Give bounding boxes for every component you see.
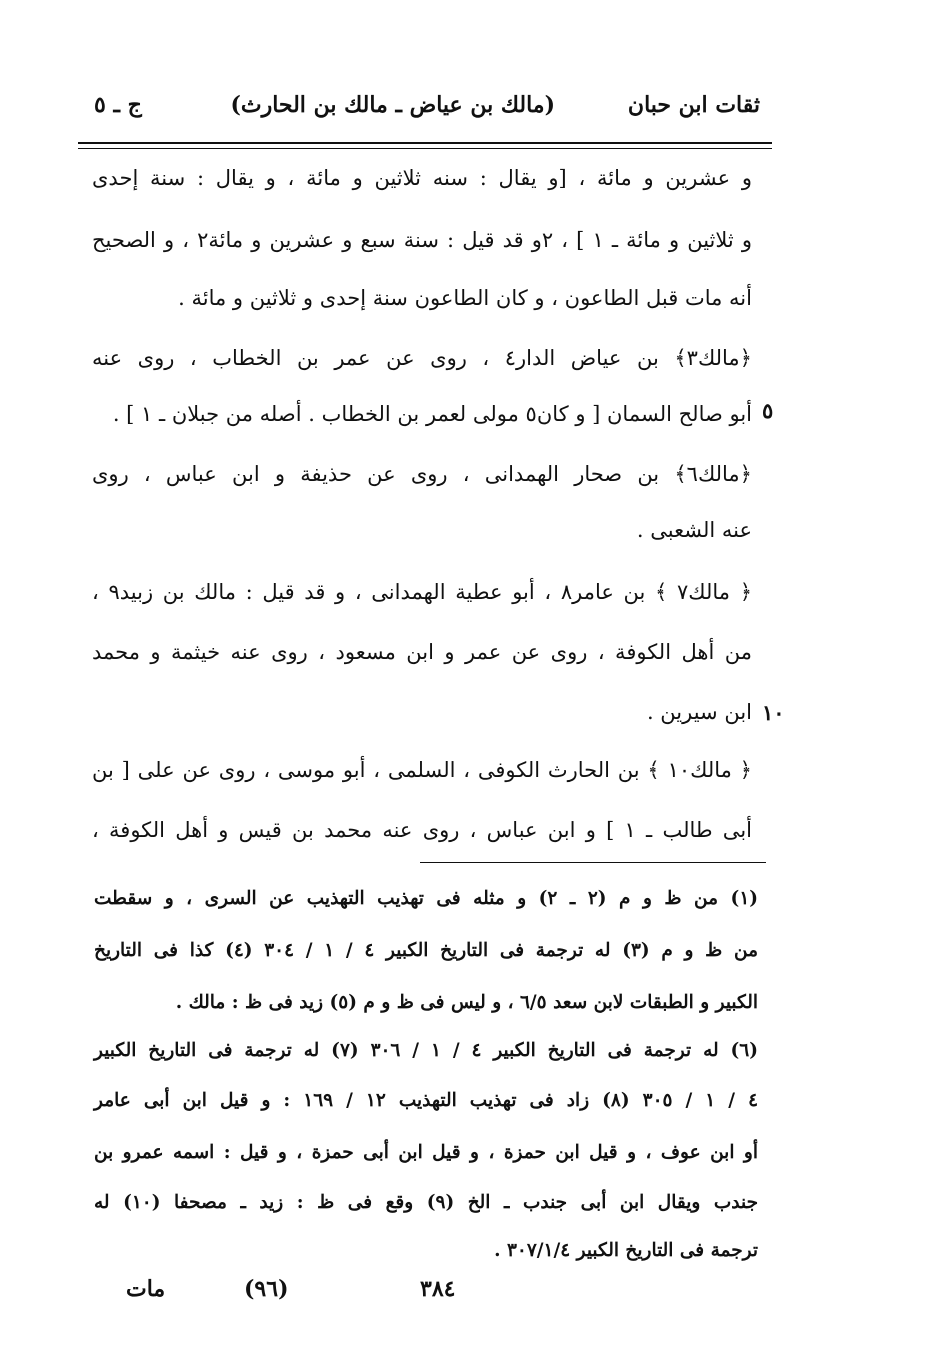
- text-line: و عشرين و مائة ، [و يقال : سنه ثلاثين و مائة ، و يقال : سنة إحدى: [92, 166, 752, 190]
- text-line: ابن سيرين .: [646, 700, 752, 724]
- original-volume-page: (٩٦): [244, 1276, 289, 1302]
- line-number-10: ١٠: [762, 700, 785, 725]
- text-line: أبو صالح السمان [ و كان٥ مولى لعمر بن الخطاب . أصله من جبلان ـ ١ ] .: [112, 402, 752, 426]
- footnote-line: أو ابن عوف ، و قيل ابن حمزة ، و قيل ابن أبى حمزة ، و قيل : اسمه عمرو بن: [94, 1142, 758, 1163]
- footnote-line: ترجمة فى التاريخ الكبير ٣٠٧/١/٤ .: [494, 1240, 758, 1261]
- text-line: ﴿ مالك٧ ﴾ بن عامر٨ ، أبو عطية الهمدانى ، و قد قيل : مالك بن زبيد٩ ،: [92, 580, 753, 604]
- footnote-line: من ظ و م (٣) له ترجمة فى التاريخ الكبير ٤ / ١ / ٣٠٤ (٤) كذا فى التاريخ: [94, 940, 758, 961]
- text-line: و ثلاثين و مائة ـ ١ ] ، ٢و قد قيل : سنة سبع و عشرين و مائة٢ ، و الصحيح: [92, 228, 752, 252]
- header-rule-thick: [78, 142, 772, 144]
- footnote-line: ٤ / ١ / ٣٠٥ (٨) زاد فى تهذيب التهذيب ١٢ / ١٦٩ : و قيل ابن أبى عامر: [94, 1090, 758, 1111]
- text-line: ﴿مالك٦﴾ بن صحار الهمدانى ، روى عن حذيفة و ابن عباس ، روى: [92, 462, 752, 486]
- catchword: مات: [126, 1276, 166, 1302]
- header-rule-thin: [78, 148, 772, 149]
- footnote-separator: [420, 862, 766, 863]
- text-line: ﴿ مالك١٠ ﴾ بن الحارث الكوفى ، السلمى ، أبو موسى ، روى عن على [ بن: [92, 758, 752, 782]
- text-line: عنه الشعبى .: [636, 518, 752, 542]
- footnote-line: (٦) له ترجمة فى التاريخ الكبير ٤ / ١ / ٣٠٦ (٧) له ترجمة فى التاريخ الكبير: [94, 1040, 758, 1061]
- page-number: ٣٨٤: [420, 1276, 456, 1302]
- running-header: [90, 88, 770, 134]
- text-line: أبى طالب ـ ١ ] و ابن عباس ، روى عنه محمد بن قيس و أهل الكوفة ،: [92, 818, 752, 842]
- line-number-5: ٥: [762, 398, 774, 423]
- footnote-line: (١) من ظ و م (٢ ـ ٢) و مثله فى تهذيب التهذيب عن السرى ، و سقطت: [94, 888, 759, 909]
- text-line: ﴿مالك٣﴾ بن عياض الدار٤ ، روى عن عمر بن الخطاب ، روى عنه: [92, 346, 752, 370]
- header-volume: ج ـ ٥: [94, 92, 142, 118]
- text-line: أنه مات قبل الطاعون ، و كان الطاعون سنة إحدى و ثلاثين و مائة .: [178, 286, 752, 310]
- text-line: من أهل الكوفة ، روى عن عمر و ابن مسعود ، روى عنه خيثمة و محمد: [92, 640, 752, 664]
- footnote-line: جندب ويقال ابن أبى جندب ـ الخ (٩) وقع فى ظ : زيد ـ مصحفا (١٠) له: [94, 1192, 759, 1213]
- footnote-line: الكبير و الطبقات لابن سعد ٦/٥ ، و ليس فى ظ و م (٥) زيد فى ظ : مالك .: [175, 992, 758, 1013]
- header-entry-range: (مالك بن عياض ـ مالك بن الحارث): [230, 92, 555, 118]
- header-book-title: ثقات ابن حبان: [627, 92, 760, 118]
